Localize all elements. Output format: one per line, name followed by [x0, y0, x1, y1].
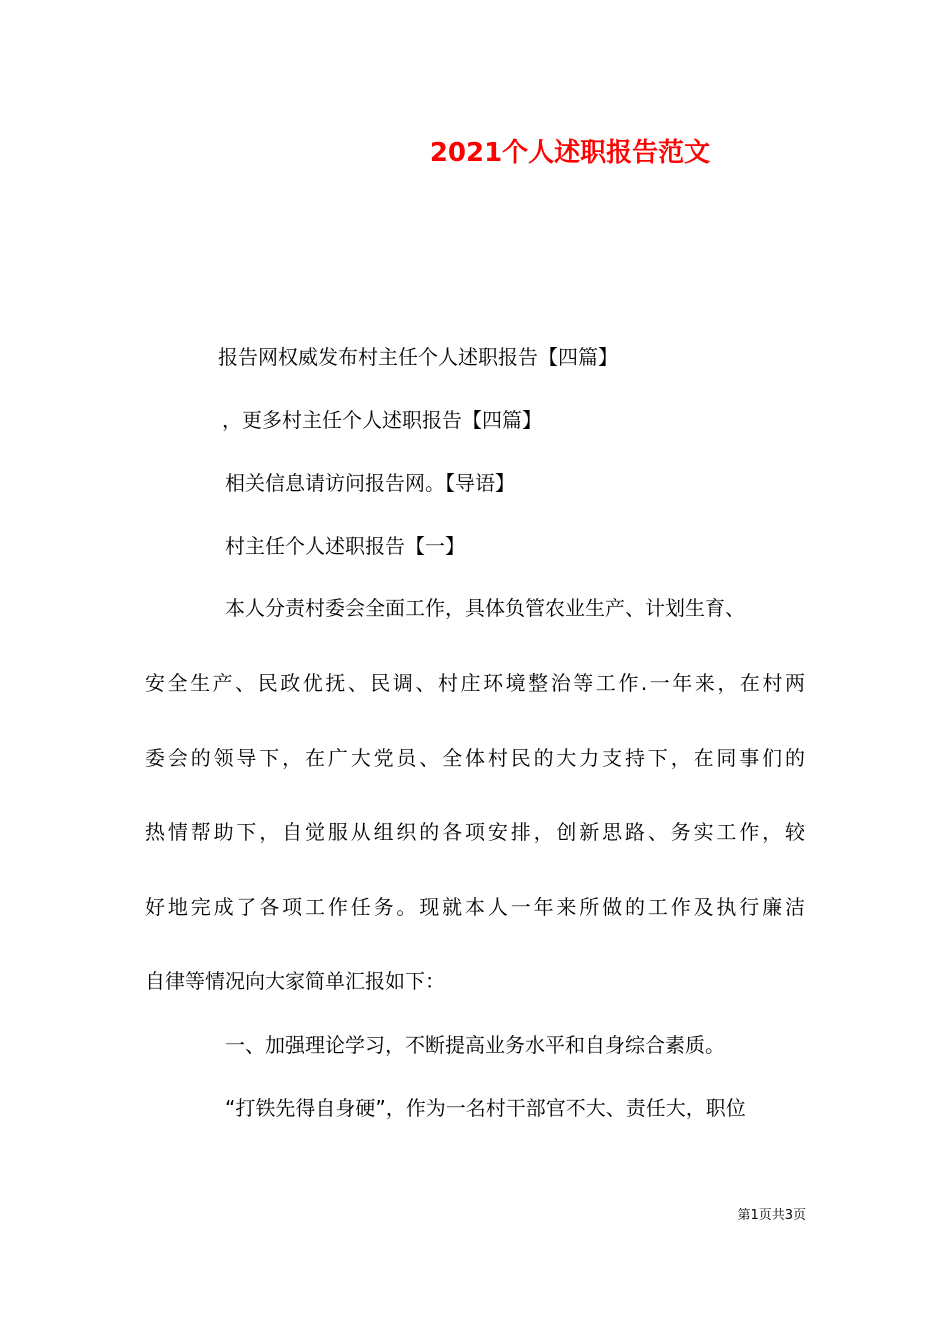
- paragraph-line-3: 委会的领导下，在广大党员、全体村民的大力支持下，在同事们的: [145, 746, 805, 770]
- paragraph-line-5: 好地完成了各项工作任务。现就本人一年来所做的工作及执行廉洁: [145, 895, 805, 919]
- section-heading-1: 村主任个人述职报告【一】: [225, 534, 465, 558]
- paragraph-line-2: 安全生产、民政优抚、民调、村庄环境整治等工作.一年来，在村两: [145, 671, 805, 695]
- section-1-text: “打铁先得自身硬”，作为一名村干部官不大、责任大，职位: [225, 1096, 746, 1120]
- intro-line-2: ，更多村主任个人述职报告【四篇】: [222, 408, 542, 432]
- paragraph-line-6: 自律等情况向大家简单汇报如下：: [145, 969, 445, 993]
- paragraph-line-1: 本人分责村委会全面工作，具体负管农业生产、计划生育、: [225, 596, 745, 620]
- paragraph-line-4: 热情帮助下，自觉服从组织的各项安排，创新思路、务实工作，较: [145, 820, 805, 844]
- page-number: 第1页共3页: [737, 1208, 806, 1223]
- document-title: 2021个人述职报告范文: [429, 138, 711, 168]
- intro-line-3: 相关信息请访问报告网。【导语】: [225, 471, 515, 495]
- section-1-heading: 一、加强理论学习，不断提高业务水平和自身综合素质。: [225, 1033, 725, 1057]
- intro-line-1: 报告网权威发布村主任个人述职报告【四篇】: [218, 345, 618, 369]
